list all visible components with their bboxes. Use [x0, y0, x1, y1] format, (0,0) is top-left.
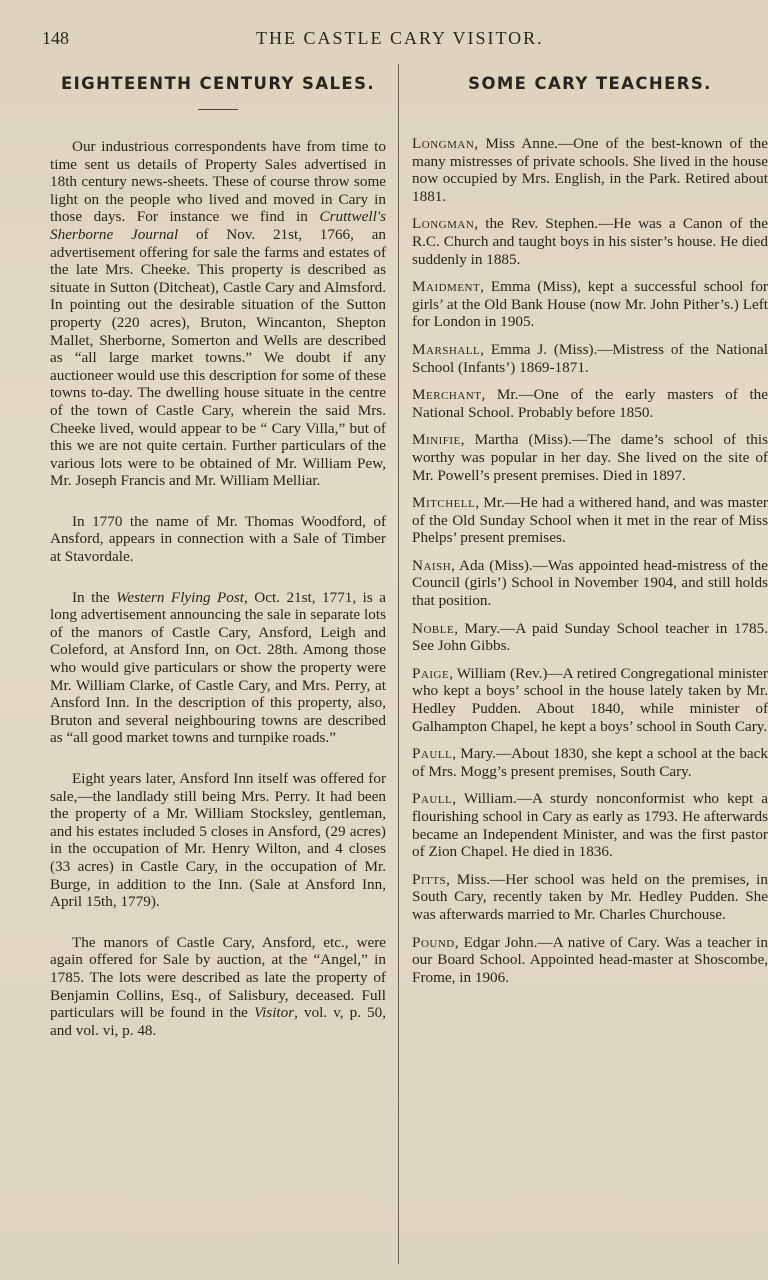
publication-title: Visitor [253, 1004, 295, 1022]
teacher-entry [412, 494, 768, 547]
teacher-text: , Mary.—About 1830, she kept a school at the back of Mrs. Mogg’s present premises, South Cary. [412, 745, 768, 780]
teacher-text: , William (Rev.)—A retired Congregational minister who kept a boys’ school in the house lately taken by Mr. Hedley Pudden. About 1840, while minister of Galhampton Chapel, he kept a boys’ school in South Cary. [412, 664, 768, 735]
teacher-entry [412, 135, 768, 205]
teacher-name: Pound [412, 933, 455, 951]
teacher-entry [412, 557, 768, 610]
teacher-name: Paull [412, 790, 453, 808]
paragraph [50, 934, 386, 1040]
teacher-entry [412, 215, 768, 268]
right-column [412, 74, 768, 986]
teacher-name: Longman [412, 135, 475, 152]
paragraph-text: of Nov. 21st, 1766, an advertisement offering for sale the farms and estates of the late Mrs. Cheeke. This property is described as situate in Sutton (Ditcheat), Castle Cary and Almsford. In pointing out the desirable situation of the Sutton property (220 acres), Bruton, Wincanton, Shepton Mallet, Sherborne, Somerton and Wells are described as “all large market towns.” We doubt if any auctioneer would use this description for some of these towns to-day. The dwelling house situate in the centre of the town of Castle Cary, wherein the said Mrs. Cheeke lived, would appear to be “ Cary Villa,” but of this we are not quite certain. Further particulars of the various lots were to be obtained of Mr. William Pew, Mr. Joseph Francis and Mr. William Melliar. [50, 225, 386, 490]
teacher-text: , Edgar John.—A native of Cary. Was a teacher in our Board School. Appointed head-master at Shoscombe, Frome, in 1906. [412, 933, 768, 986]
teacher-entry [412, 871, 768, 924]
paragraph [50, 138, 386, 490]
teacher-entry [412, 620, 768, 655]
teacher-entry [412, 386, 768, 421]
teacher-text: , Mr.—He had a withered hand, and was master of the Old Sunday School when it met in the rear of Miss Phelps’ present premises. [412, 494, 768, 547]
teacher-entry [412, 745, 768, 780]
teacher-text: , Miss.—Her school was held on the premises, in South Cary, recently taken by Mr. Hedley Pudden. She was afterwards married to Mr. Charles Churchouse. [412, 870, 768, 923]
teacher-name: Maidment [412, 278, 481, 296]
teacher-text: , Miss Anne.—One of the best-known of the many mistresses of private schools. She lived in the house now occupied by Mrs. English, in the Park. Retired about 1881. [412, 135, 768, 205]
left-column [50, 74, 386, 1039]
publication-title: Cruttwell's Sherborne Journal [50, 208, 386, 243]
teacher-list [412, 135, 768, 986]
paragraph: Eight years later, Ansford Inn itself was offered for sale,—the landlady still being Mrs. Perry. It had been the property of a Mr. William Stocksley, gentleman, and his estates included 5 closes in Ansford, (29 acres) in the occupation of Mr. Henry Wilton, and 4 closes (33 acres) in Castle Cary, in the occupation of Mr. Burge, in addition to the Inn. (Sale at Ansford Inn, April 15th, 1779). [50, 770, 386, 911]
teacher-name: Pitts [412, 870, 447, 888]
paragraph: In 1770 the name of Mr. Thomas Woodford, of Ansford, appears in connection with a Sale of Timber at Stavordale. [50, 512, 386, 566]
article-title-teachers: SOME CARY TEACHERS. [468, 74, 712, 93]
teacher-name: Naish [412, 556, 452, 574]
teacher-text: , Mr.—One of the early masters of the National School. Probably before 1850. [412, 386, 768, 421]
teacher-text: , Emma (Miss), kept a successful school for girls’ at the Old Bank House (now Mr. John Pither’s.) Left for London in 1905. [412, 278, 768, 331]
teacher-entry [412, 790, 768, 860]
teacher-name: Marshall [412, 340, 481, 358]
teacher-text: , William.—A sturdy nonconformist who kept a flourishing school in Cary as early as 1793. He afterwards became an Independent Minister, and was the first pastor of Zion Chapel. He died in 1836. [412, 790, 768, 861]
teacher-name: Merchant [412, 386, 482, 404]
teacher-entry [412, 934, 768, 987]
teacher-text: , Martha (Miss).—The dame’s school of this worthy was popular in her day. She lived on the site of Mr. Powell’s present premises. Died in 1897. [412, 431, 768, 484]
teacher-text: , the Rev. Stephen.—He was a Canon of the R.C. Church and taught boys in his sister’s house. He died suddenly in 1885. [412, 215, 768, 268]
teacher-entry [412, 665, 768, 735]
paragraph-text: In the [72, 588, 117, 606]
paragraph-text: Our industrious correspondents have from time to time sent us details of Property Sales advertised in 18th century news-sheets. These of course throw some light on the people who lived and moved in Cary in those days. For instance we find in [50, 138, 386, 226]
teacher-name: Mitchell [412, 494, 476, 512]
page-header [0, 28, 768, 52]
teacher-text: , Emma J. (Miss).—Mistress of the National School (Infants’) 1869-1871. [412, 340, 768, 376]
page-number: 148 [42, 28, 69, 48]
teacher-entry [412, 278, 768, 331]
teacher-entry [412, 431, 768, 484]
teacher-name: Paige [412, 664, 450, 682]
paragraph-text: The manors of Castle Cary, Ansford, etc., were again offered for Sale by auction, at the “Angel,” in 1785. The lots were described as late the property of Benjamin Collins, Esq., of Salisbury, deceased. Full particulars will be found in the [50, 933, 386, 1022]
publication-title: Western Flying Post [116, 588, 245, 606]
title-rule [198, 109, 238, 110]
teacher-text: , Mary.—A paid Sunday School teacher in 1785. See John Gibbs. [412, 619, 768, 655]
running-title: THE CASTLE CARY VISITOR. [256, 28, 544, 48]
teacher-name: Minifie [412, 431, 461, 449]
teacher-name: Longman [412, 215, 475, 233]
paragraph-text: , Oct. 21st, 1771, is a long advertisement announcing the sale in separate lots of the manors of Castle Cary, Ansford, Leigh and Coleford, at Ansford Inn, on Oct. 28th. Among those who would give particulars or show the property were Mr. William Clarke, of Castle Cary, and Mrs. Perry, at Ansford Inn. In the description of this property, also, Bruton and several neighbouring towns are described as “all good market towns and turnpike roads.” [50, 588, 386, 747]
teacher-entry [412, 341, 768, 376]
teacher-name: Paull [412, 745, 453, 763]
teacher-name: Noble [412, 619, 455, 637]
paragraph [50, 589, 386, 747]
paragraph-text: , vol. v, p. 50, and vol. vi, p. 48. [50, 1004, 387, 1039]
column-divider [398, 64, 399, 1264]
teacher-text: , Ada (Miss).—Was appointed head-mistress of the Council (girls’) School in November 1904, and still holds that position. [412, 556, 768, 610]
article-title-sales: EIGHTEENTH CENTURY SALES. [60, 74, 376, 93]
